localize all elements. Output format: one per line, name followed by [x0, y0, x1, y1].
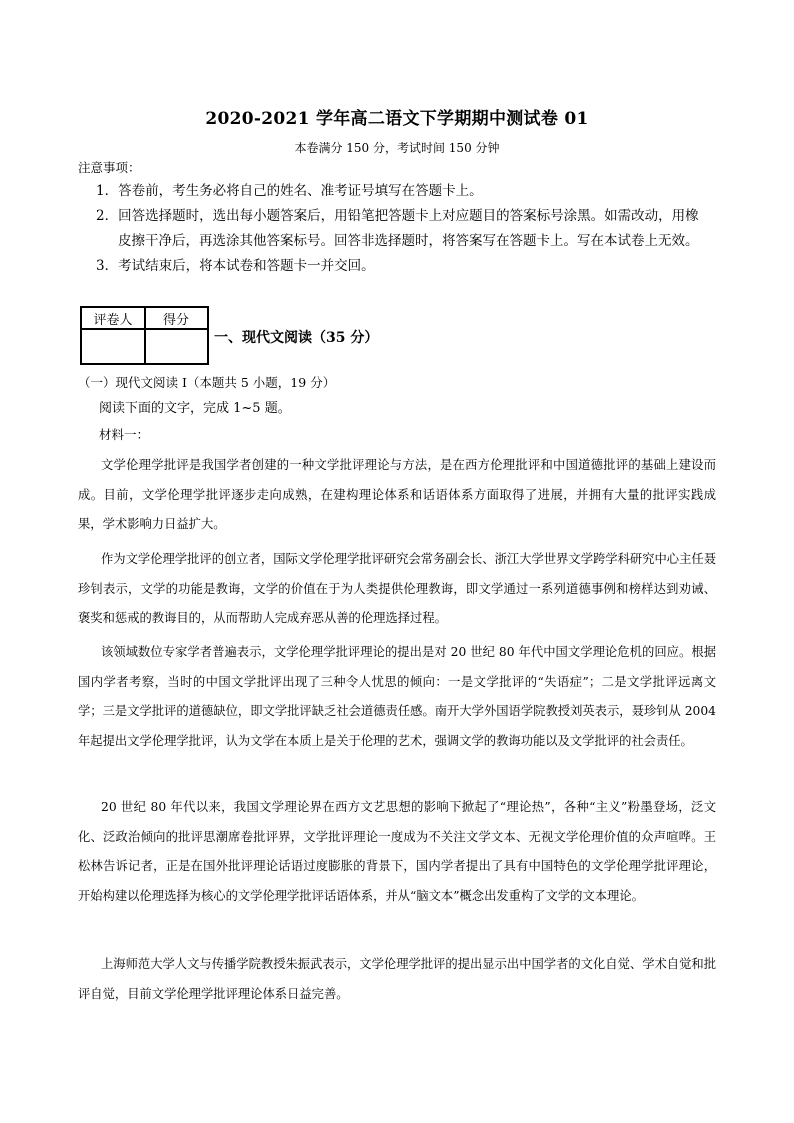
notice-item-3: 3．考试结束后，将本试卷和答题卡一并交回。 — [96, 258, 375, 274]
grader-score-box — [80, 306, 209, 365]
notice-item-2: 2．回答选择题时，选出每小题答案后，用铅笔把答题卡上对应题目的答案标号涂黑。如需改动，用橡 — [96, 208, 699, 224]
grader-label: 评卷人 — [93, 313, 133, 328]
paragraph-3: 该领域数位专家学者普遍表示，文学伦理学批评理论的提出是对 20 世纪 80 年代中国文学理论危机的回应。根据国内学者考察，当时的中国文学批评出现了三种令人忧思的倾向：一是文学批评的“失语症”；二是文学批评远离文学；三是文学批评的道德缺位，即文学批评缺乏社会道德责任感。南开大学外国语学院教授刘英表示，聂珍钊从 2004 年起提出文学伦理学批评，认为文学在本质上是关于伦理的艺术，强调文学的教诲功能以及文学批评的社会责任。 — [78, 645, 716, 748]
exam-title: 2020-2021 学年高二语文下学期期中测试卷 01 — [205, 109, 589, 129]
paragraph-5: 上海师范大学人文与传播学院教授朱振武表示，文学伦理学批评的提出显示出中国学者的文化自觉、学术自觉和批评自觉，目前文学伦理学批评理论体系日益完善。 — [78, 957, 716, 1001]
paragraph-4: 20 世纪 80 年代以来，我国文学理论界在西方文艺思想的影响下掀起了“理论热”，各种“主义”粉墨登场，泛文化、泛政治倾向的批评思潮席卷批评界，文学批评理论一度成为不关注文学文本、无视文学伦理价值的众声喧哗。王松林告诉记者，正是在国外批评理论话语过度膨胀的背景下，国内学者提出了具有中国特色的文学伦理学批评理论，开始构建以伦理选择为核心的文学伦理学批评话语体系，并从“脑文本”概念出发重构了文学的文本理论。 — [78, 800, 716, 903]
exam-subtitle: 本卷满分 150 分，考试时间 150 分钟 — [294, 141, 500, 155]
notice-heading: 注意事项： — [78, 160, 141, 175]
score-label: 得分 — [162, 313, 189, 328]
material-label: 材料一： — [99, 427, 150, 442]
reading-instruction: 阅读下面的文字，完成 1~5 题。 — [99, 401, 291, 416]
notice-item-2-continued: 皮擦干净后，再选涂其他答案标号。回答非选择题时，将答案写在答题卡上。写在本试卷上无效。 — [118, 233, 699, 249]
paragraph-1: 文学伦理学批评是我国学者创建的一种文学批评理论与方法，是在西方伦理批评和中国道德批评的基础上建设而成。目前，文学伦理学批评逐步走向成熟，在建构理论体系和话语体系方面取得了进展，并拥有大量的批评实践成果，学术影响力日益扩大。 — [78, 458, 716, 531]
subsection-heading: （一）现代文阅读 I（本题共 5 小题，19 分） — [78, 375, 336, 390]
paragraph-2: 作为文学伦理学批评的创立者，国际文学伦理学批评研究会常务副会长、浙江大学世界文学跨学科研究中心主任聂珍钊表示，文学的功能是教诲，文学的价值在于为人类提供伦理教诲，即文学通过一系列道德事例和榜样达到劝诫、褒奖和惩戒的教诲目的，从而帮助人完成弃恶从善的伦理选择过程。 — [78, 552, 716, 625]
notice-item-1: 1．答卷前，考生务必将自己的姓名、准考证号填写在答题卡上。 — [96, 183, 483, 199]
grader-box-header-line — [82, 328, 207, 330]
section-title: 一、现代文阅读（35 分） — [214, 330, 379, 346]
